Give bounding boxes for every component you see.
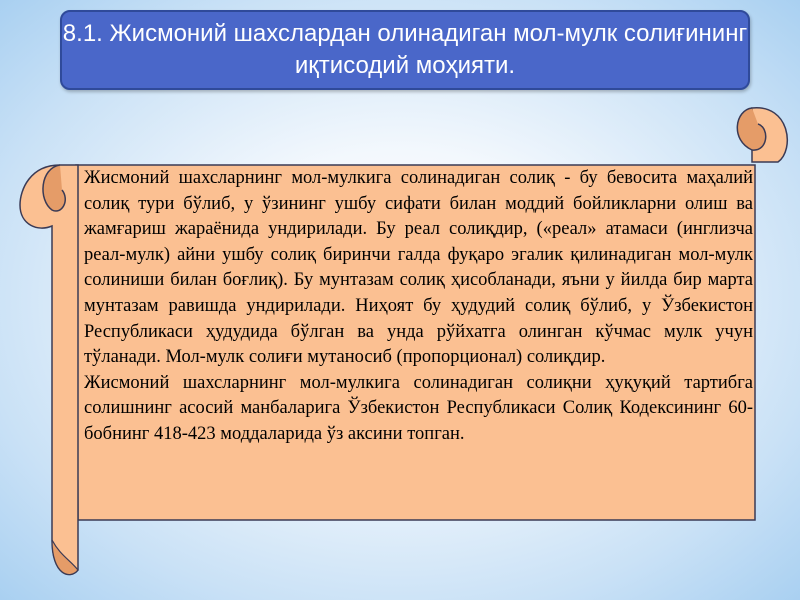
scroll-top-roll	[737, 108, 787, 162]
scroll-left-roll	[20, 165, 78, 575]
slide-title: 8.1. Жисмоний шахслардан олинадиган мол-мулк солиғининг иқтисодий моҳияти.	[62, 20, 748, 79]
paragraph-2: Жисмоний шахсларнинг мол-мулкига солинадиган солиқни ҳуқуқий тартибга солишнинг асосий манбаларига Ўзбекистон Республикаси Солиқ Кодексининг 60- бобнинг 418-423 моддаларида ўз аксини топган.	[84, 372, 753, 444]
paragraph-1: Жисмоний шахсларнинг мол-мулкига солинадиган солиқ - бу бевосита маҳалий солиқ тури бўлиб, у ўзининг ушбу сифати билан моддий бойликларни олиш ва жамғариш жараёнида ундирилади. Бу реал солиқдир, («реал» атамаси (инглизча реал-мулк) айни ушбу солиқ биринчи галда фуқаро эгалик қилинадиган мол-мулк солиниши билан боғлиқ). Бу мунтазам солиқ ҳисобланади, яъни у йилда бир марта мунтазам равишда ундирилади. Ниҳоят бу ҳудудий солиқ бўлиб, у Ўзбекистон Республикаси ҳудудида бўлган ва унда рўйхатга олинган кўчмас мулк учун тўланади. Мол-мулк солиғи мутаносиб (пропорционал) солиқдир.	[84, 168, 753, 368]
scroll-text	[84, 166, 753, 538]
